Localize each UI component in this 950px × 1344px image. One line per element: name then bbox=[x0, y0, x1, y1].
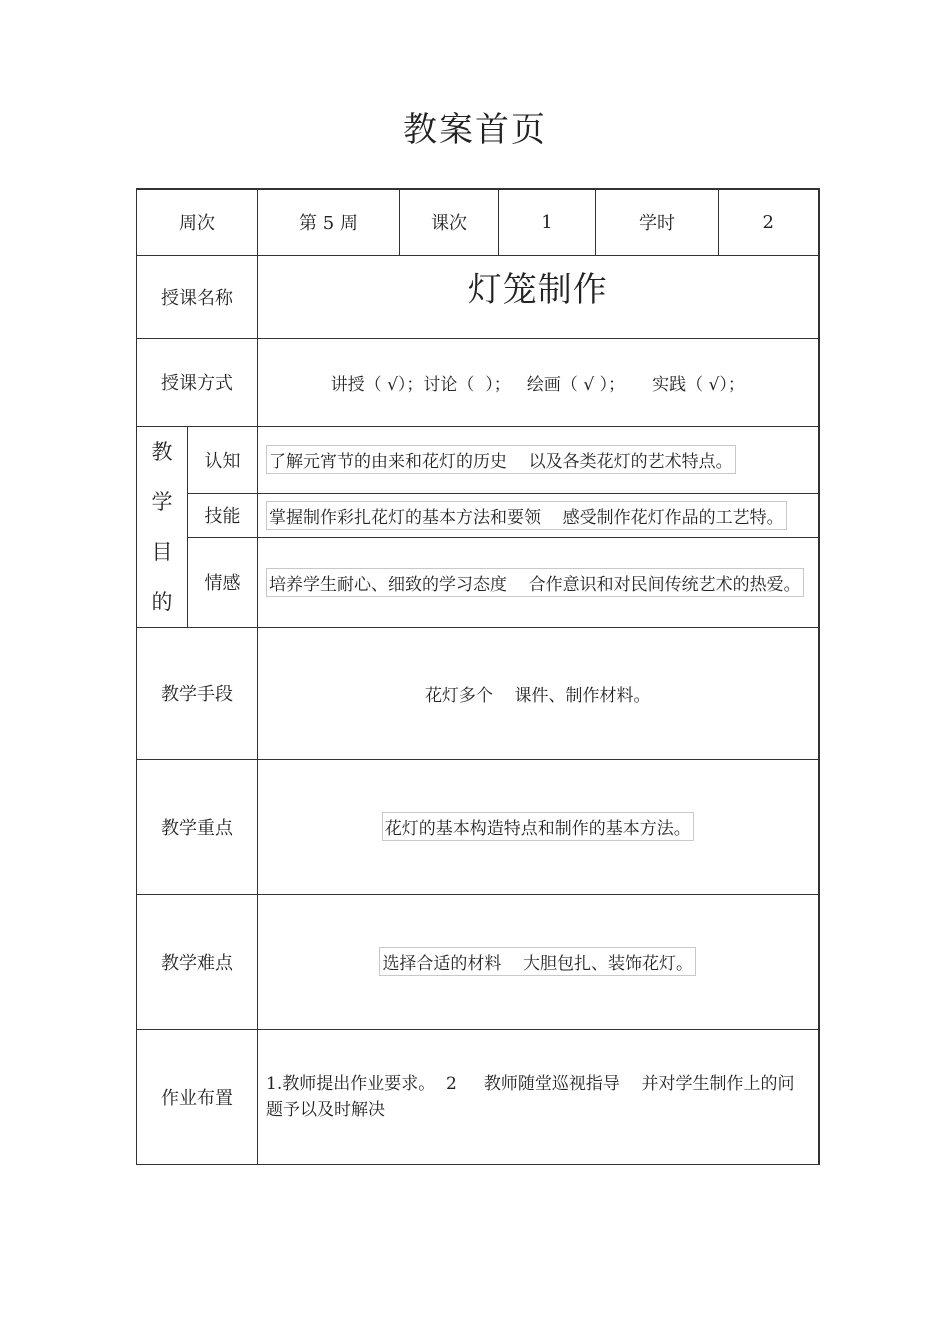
means-label: 教学手段 bbox=[137, 627, 258, 759]
key-points-value-cell bbox=[258, 759, 819, 894]
page-title: 教案首页 bbox=[403, 110, 547, 150]
objective-value-skill: 掌握制作彩扎花灯的基本方法和要领 感受制作花灯作品的工艺特。 bbox=[266, 501, 787, 530]
hours-value: 2 bbox=[719, 189, 819, 255]
homework-value: 1.教师提出作业要求。 2 教师随堂巡视指导 并对学生制作上的问题予以及时解决 bbox=[258, 1029, 819, 1164]
objective-label-emotion: 情感 bbox=[188, 538, 258, 627]
objectives-label-char: 的 bbox=[151, 589, 173, 614]
key-points-label: 教学重点 bbox=[137, 759, 258, 894]
week-value: 第 5 周 bbox=[258, 189, 400, 255]
course-label: 授课名称 bbox=[137, 255, 258, 338]
objectives-label-char: 目 bbox=[151, 539, 173, 564]
difficulties-value-cell bbox=[258, 894, 819, 1029]
course-row bbox=[137, 255, 819, 338]
objectives-label-char: 学 bbox=[151, 489, 173, 514]
lesson-value: 1 bbox=[499, 189, 596, 255]
homework-row bbox=[137, 1029, 819, 1164]
objective-label-skill: 技能 bbox=[188, 493, 258, 537]
key-points-value: 花灯的基本构造特点和制作的基本方法。 bbox=[382, 812, 694, 841]
difficulties-value: 选择合适的材料 大胆包扎、装饰花灯。 bbox=[379, 947, 696, 976]
objective-value-emotion-cell bbox=[258, 538, 819, 627]
objective-label-cognition: 认知 bbox=[188, 426, 258, 493]
difficulties-label: 教学难点 bbox=[137, 894, 258, 1029]
method-label: 授课方式 bbox=[137, 338, 258, 426]
objective-row-emotion bbox=[137, 538, 819, 627]
method-value: 讲授（ √）；讨论（ ）； 绘画（ √ ）； 实践（ √）； bbox=[258, 338, 819, 426]
objective-value-skill-cell bbox=[258, 493, 819, 537]
homework-label: 作业布置 bbox=[137, 1029, 258, 1164]
difficulties-row bbox=[137, 894, 819, 1029]
objective-value-emotion: 培养学生耐心、细致的学习态度 合作意识和对民间传统艺术的热爱。 bbox=[266, 568, 804, 597]
course-name-cell bbox=[258, 255, 819, 338]
objective-row-cognition bbox=[137, 426, 819, 493]
objective-value-cognition-cell bbox=[258, 426, 819, 493]
week-label: 周次 bbox=[137, 189, 258, 255]
key-points-row bbox=[137, 759, 819, 894]
course-name: 灯笼制作 bbox=[467, 269, 608, 310]
objective-row-skill bbox=[137, 493, 819, 537]
means-row bbox=[137, 627, 819, 759]
lesson-plan-table bbox=[136, 188, 820, 1165]
header-row bbox=[137, 189, 819, 255]
objectives-label-char: 教 bbox=[151, 439, 173, 464]
objective-value-cognition: 了解元宵节的由来和花灯的历史 以及各类花灯的艺术特点。 bbox=[266, 445, 736, 474]
means-value: 花灯多个 课件、制作材料。 bbox=[258, 627, 819, 759]
hours-label: 学时 bbox=[596, 189, 719, 255]
objectives-label bbox=[137, 426, 188, 627]
lesson-label: 课次 bbox=[400, 189, 499, 255]
method-row bbox=[137, 338, 819, 426]
